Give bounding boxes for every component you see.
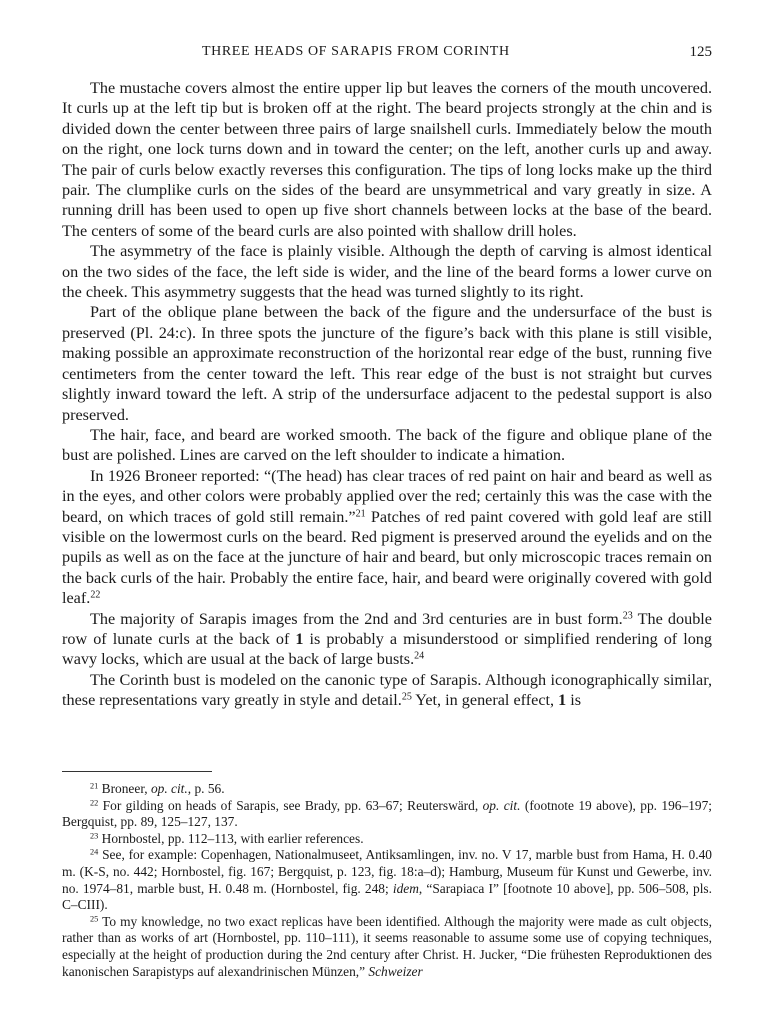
paragraph-canonic-type	[62, 670, 712, 711]
footnote-text: Hornbostel, pp. 112–113, with earlier references.	[98, 830, 364, 846]
footnote-25	[62, 914, 712, 980]
footnote-24	[62, 847, 712, 913]
paragraph-text: Patches of red paint covered with gold leaf are still visible on the lowermost curls on the beard. Red pigment is preserved around the eyelids and on the pupils as well as on the face at the juncture of hair and beard, but only microscopic traces remain on the back curls of the hair. Probably the entire face, hair, and beard were originally covered with gold leaf.	[62, 507, 712, 608]
running-head	[62, 44, 712, 64]
catalogue-number: 1	[558, 691, 567, 710]
footnote-number: 22	[90, 798, 99, 808]
paragraph-text: is	[566, 691, 582, 710]
page-number: 125	[689, 44, 712, 60]
footnote-italic: op. cit.	[482, 797, 521, 813]
footnote-number: 23	[90, 831, 99, 841]
paragraph-text: Yet, in general effect,	[411, 691, 559, 710]
footnote-ref-22[interactable]: 22	[90, 589, 101, 601]
footnote-text: (footnote 19 above), pp. 196–197; Bergquist, pp. 89, 125–127, 137.	[62, 797, 712, 830]
paragraph-oblique-plane: Part of the oblique plane between the back of the figure and the undersurface of the bust is preserved (Pl. 24:c). In three spots the juncture of the figure’s back with this plane is still visible, making possible an approximate reconstruction of the horizontal rear edge of the bust, running five centimeters from the center toward the left. This rear edge of the bust is not straight but curves slightly inward toward the left. A strip of the undersurface adjacent to the pedestal support is also preserved.	[62, 303, 712, 424]
footnote-ref-25[interactable]: 25	[401, 691, 412, 703]
paragraph-text: The double row of lunate curls at the back of	[62, 609, 712, 648]
footnote-italic: idem	[392, 880, 419, 896]
footnote-text: , p. 56.	[187, 781, 225, 796]
footnote-italic: Schweizer	[368, 963, 423, 979]
footnote-text: Broneer,	[98, 781, 151, 796]
catalogue-number: 1	[295, 629, 304, 648]
footnote-23	[62, 831, 712, 848]
running-title: THREE HEADS OF SARAPIS FROM CORINTH	[202, 44, 510, 59]
footnote-italic: op. cit.	[150, 781, 188, 796]
paragraph-text: The majority of Sarapis images from the 2nd and 3rd centuries are in bust form.	[90, 609, 623, 628]
paragraph-text: is probably a misunderstood or simplified rendering of long wavy locks, which are usual at the back of large busts.	[62, 629, 712, 669]
footnote-22	[62, 798, 712, 831]
footnote-text: For gilding on heads of Sarapis, see Brady, pp. 63–67; Reuterswärd,	[98, 797, 483, 813]
paragraph-paint-traces	[62, 466, 712, 609]
paragraph-bust-form	[62, 609, 712, 670]
footnote-21	[62, 781, 712, 798]
body-text	[62, 78, 712, 711]
footnote-number: 24	[90, 847, 99, 857]
paragraph-mustache-beard: The mustache covers almost the entire upper lip but leaves the corners of the mouth uncovered. It curls up at the left tip but is broken off at the right. The beard projects strongly at the chin and is divided down the center between three pairs of large snailshell curls. Immediately below the mouth on the right, one lock turns down and in toward the center; on the left, another curls up and away. The pair of curls below exactly reverses this configuration. The tips of long locks make up the third pair. The clumplike curls on the sides of the beard are unsymmetrical and vary greatly in size. A running drill has been used to open up five short channels between locks at the base of the beard. The centers of some of the beard curls are also pointed with shallow drill holes.	[62, 79, 712, 240]
paragraph-text: In 1926 Broneer reported: “(The head) has clear traces of red paint on hair and beard as well as in the eyes, and other colors were probably applied over the red; certainly this was the case with the beard, on which traces of gold still remain.”	[62, 466, 712, 526]
footnotes	[62, 781, 712, 980]
footnote-text: See, for example: Copenhagen, Nationalmuseet, Antiksamlingen, inv. no. V 17, marble bust from Hama, H. 0.40 m. (K-S, no. 442; Hornbostel, fig. 167; Bergquist, p. 123, fig. 18:a–d); Hamburg, Museum für Kunst und Gewerbe, inv. no. 1974–81, marble bust, H. 0.48 m. (Hornbostel, fig. 248;	[62, 847, 712, 896]
footnote-divider	[62, 771, 212, 772]
footnote-ref-21[interactable]: 21	[355, 508, 366, 520]
footnote-text: To my knowledge, no two exact replicas have been identified. Although the majority were made as cult objects, rather than as works of art (Hornbostel, pp. 110–111), it seems reasonable to assume some use of copying techniques, especially at the height of production during the 2nd century after Christ. H. Jucker, “Die frühesten Reproduktionen des kanonischen Sarapistyps auf alexandrinischen Münzen,”	[62, 913, 712, 979]
footnote-ref-24[interactable]: 24	[414, 650, 425, 662]
footnote-ref-23[interactable]: 23	[622, 610, 633, 622]
footnote-number: 21	[90, 781, 99, 791]
paragraph-asymmetry: The asymmetry of the face is plainly visible. Although the depth of carving is almost identical on the two sides of the face, the left side is wider, and the line of the beard forms a lower curve on the cheek. This asymmetry suggests that the head was turned slightly to its right.	[62, 242, 712, 302]
paragraph-text: The Corinth bust is modeled on the canonic type of Sarapis. Although iconographically similar, these representations vary greatly in style and detail.	[62, 670, 712, 710]
footnote-text: , “Sarapiaca I” [footnote 10 above], pp. 506–508, pls. C–CIII).	[62, 880, 712, 913]
footnote-number: 25	[90, 914, 99, 924]
paragraph-surface-finish: The hair, face, and beard are worked smooth. The back of the figure and oblique plane of the bust are polished. Lines are carved on the left shoulder to indicate a himation.	[62, 425, 712, 465]
